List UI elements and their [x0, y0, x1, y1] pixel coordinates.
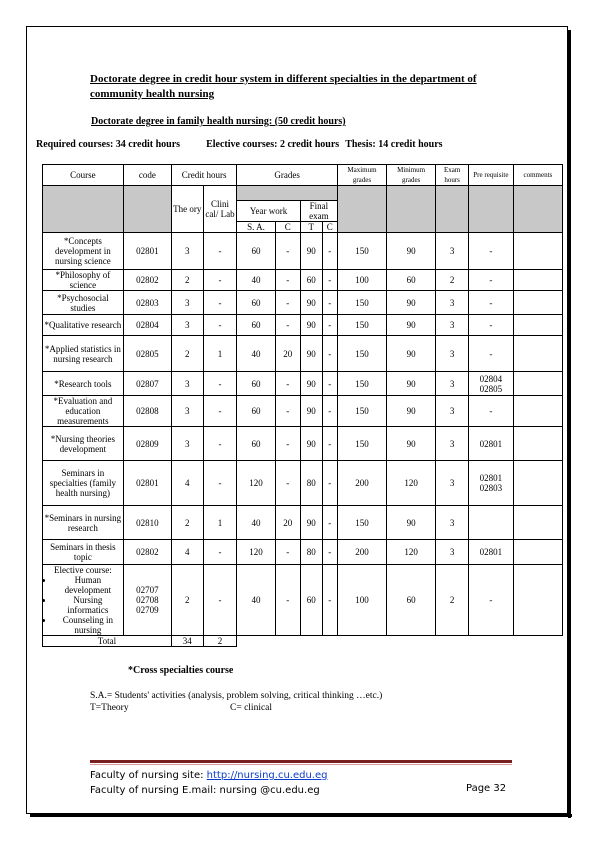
header-comments: comments	[513, 165, 562, 186]
table-row	[43, 372, 563, 396]
legend-theory: T=Theory	[90, 703, 129, 713]
cell-code: 02802	[123, 540, 171, 565]
cell-comments	[513, 233, 562, 270]
header-grades: Grades	[237, 165, 337, 186]
cell-max: 150	[337, 233, 386, 270]
cell-pre: -	[468, 291, 513, 315]
cell-max: 150	[337, 396, 386, 427]
total-label: Total	[43, 636, 172, 647]
elective-item: • Human development	[54, 575, 122, 595]
cell-sa: 60	[237, 233, 275, 270]
cell-code: 02802	[123, 270, 171, 291]
cell-pre: 02804 02805	[468, 372, 513, 396]
cell-exam: 3	[436, 315, 469, 336]
cell-t: 80	[300, 461, 322, 506]
course-name: *Research tools	[43, 372, 124, 396]
legend-clinical: C= clinical	[230, 703, 273, 713]
cell-sa: 60	[237, 396, 275, 427]
cell-theory: 3	[171, 291, 203, 315]
cell-yc: -	[275, 372, 300, 396]
cell-sa: 120	[237, 461, 275, 506]
credit-summary	[36, 139, 556, 150]
cell-sa: 60	[237, 372, 275, 396]
header-t: T	[300, 222, 322, 233]
legend	[90, 690, 382, 714]
cell-clinical: -	[203, 372, 237, 396]
cell-pre: -	[468, 270, 513, 291]
header-sa: S. A.	[237, 222, 275, 233]
footer-site-label: Faculty of nursing site:	[90, 770, 207, 781]
cell-theory: 3	[171, 315, 203, 336]
course-name: Seminars in specialties (family health nursing)	[43, 461, 124, 506]
header-year-work: Year work	[237, 201, 300, 222]
header-c: C	[275, 222, 300, 233]
cell-clinical: -	[203, 396, 237, 427]
cell-yc: 20	[275, 506, 300, 540]
cell-theory: 4	[171, 461, 203, 506]
cell-comments	[513, 291, 562, 315]
cell-max: 200	[337, 461, 386, 506]
cell-max: 200	[337, 540, 386, 565]
cell-theory: 2	[171, 270, 203, 291]
cell-code: 02804	[123, 315, 171, 336]
cell-clinical: -	[203, 427, 237, 461]
cell-sa: 60	[237, 427, 275, 461]
table-row	[43, 336, 563, 372]
cell-yc: -	[275, 540, 300, 565]
cell-theory: 3	[171, 396, 203, 427]
cell-yc: -	[275, 233, 300, 270]
cell-fc: -	[322, 540, 337, 565]
cell-min: 90	[387, 315, 436, 336]
elective-fc: -	[322, 565, 337, 636]
header-theory: The ory	[171, 186, 203, 233]
elective-item: • Nursing informatics	[54, 595, 122, 615]
cell-t: 60	[300, 270, 322, 291]
cell-fc: -	[322, 427, 337, 461]
header-max: Maximum grades	[337, 165, 386, 186]
cell-exam: 3	[436, 540, 469, 565]
course-name: *Evaluation and education measurements	[43, 396, 124, 427]
cell-comments	[513, 506, 562, 540]
cell-clinical: 1	[203, 336, 237, 372]
cell-code: 02803	[123, 291, 171, 315]
cell-clinical: -	[203, 233, 237, 270]
cell-min: 90	[387, 336, 436, 372]
cell-exam: 3	[436, 461, 469, 506]
course-name: Seminars in thesis topic	[43, 540, 124, 565]
cell-fc: -	[322, 336, 337, 372]
cell-clinical: -	[203, 291, 237, 315]
course-name: *Nursing theories development	[43, 427, 124, 461]
cell-max: 150	[337, 336, 386, 372]
cell-pre: -	[468, 396, 513, 427]
cell-exam: 3	[436, 427, 469, 461]
cell-sa: 40	[237, 270, 275, 291]
cell-yc: -	[275, 270, 300, 291]
course-name: *Qualitative research	[43, 315, 124, 336]
cell-t: 90	[300, 427, 322, 461]
cell-fc: -	[322, 461, 337, 506]
cross-specialties-note: *Cross specialties course	[128, 665, 234, 676]
cell-theory: 3	[171, 372, 203, 396]
cell-clinical: -	[203, 315, 237, 336]
cell-t: 90	[300, 291, 322, 315]
cell-t: 90	[300, 372, 322, 396]
course-name: *Concepts development in nursing science	[43, 233, 124, 270]
footer-rule-thin	[90, 764, 512, 765]
cell-min: 90	[387, 427, 436, 461]
elective-t: 60	[300, 565, 322, 636]
cell-t: 90	[300, 396, 322, 427]
elective-yc: -	[275, 565, 300, 636]
cell-yc: -	[275, 315, 300, 336]
cell-sa: 120	[237, 540, 275, 565]
elective-codes: 02707 02708 02709	[123, 565, 171, 636]
cell-clinical: -	[203, 540, 237, 565]
course-name: *Seminars in nursing research	[43, 506, 124, 540]
cell-pre: 02801 02803	[468, 461, 513, 506]
cell-min: 90	[387, 506, 436, 540]
elective-sa: 40	[237, 565, 275, 636]
cell-min: 120	[387, 461, 436, 506]
table-row	[43, 540, 563, 565]
cell-yc: -	[275, 291, 300, 315]
elective-pre: -	[468, 565, 513, 636]
elective-clinical: -	[203, 565, 237, 636]
header-clinical: Clini cal/ Lab	[203, 186, 237, 233]
cell-pre: -	[468, 233, 513, 270]
cell-theory: 3	[171, 233, 203, 270]
cell-comments	[513, 540, 562, 565]
cell-code: 02807	[123, 372, 171, 396]
cell-t: 80	[300, 540, 322, 565]
cell-min: 90	[387, 233, 436, 270]
header-prerequisite: Pre requisite	[468, 165, 513, 186]
cell-max: 150	[337, 291, 386, 315]
cell-pre: -	[468, 315, 513, 336]
elective-label: Elective course:	[54, 565, 112, 575]
cell-pre: -	[468, 336, 513, 372]
cell-theory: 2	[171, 506, 203, 540]
table-row	[43, 291, 563, 315]
page-subtitle: Doctorate degree in family health nursing: (50 credit hours)	[91, 116, 346, 127]
course-name: *Philosophy of science	[43, 270, 124, 291]
cell-comments	[513, 461, 562, 506]
cell-code: 02810	[123, 506, 171, 540]
cell-code: 02808	[123, 396, 171, 427]
cell-sa: 40	[237, 336, 275, 372]
header-row	[43, 165, 563, 186]
cell-fc: -	[322, 506, 337, 540]
cell-theory: 3	[171, 427, 203, 461]
cell-exam: 3	[436, 233, 469, 270]
table-row	[43, 427, 563, 461]
cell-fc: -	[322, 396, 337, 427]
cell-sa: 60	[237, 315, 275, 336]
cell-pre	[468, 506, 513, 540]
elective-min: 60	[387, 565, 436, 636]
cell-t: 90	[300, 233, 322, 270]
cell-code: 02805	[123, 336, 171, 372]
cell-t: 90	[300, 336, 322, 372]
cell-comments	[513, 270, 562, 291]
footer	[90, 768, 510, 798]
table-row	[43, 233, 563, 270]
required-credits: Required courses: 34 credit hours	[36, 139, 181, 150]
cell-t: 90	[300, 506, 322, 540]
page-title: Doctorate degree in credit hour system in different specialties in the department of community health nursing	[90, 73, 477, 100]
footer-site-link[interactable]: http://nursing.cu.edu.eg	[206, 770, 328, 781]
cell-comments	[513, 427, 562, 461]
cell-clinical: 1	[203, 506, 237, 540]
course-name: *Applied statistics in nursing research	[43, 336, 124, 372]
cell-sa: 60	[237, 291, 275, 315]
cell-yc: -	[275, 461, 300, 506]
cell-fc: -	[322, 372, 337, 396]
cell-min: 60	[387, 270, 436, 291]
elective-exam: 2	[436, 565, 469, 636]
total-row	[43, 636, 563, 647]
cell-exam: 3	[436, 336, 469, 372]
cell-comments	[513, 396, 562, 427]
cell-exam: 3	[436, 291, 469, 315]
cell-max: 150	[337, 506, 386, 540]
cell-fc: -	[322, 233, 337, 270]
header-course: Course	[43, 165, 124, 186]
cell-exam: 3	[436, 372, 469, 396]
elective-course-cell	[43, 565, 124, 636]
cell-fc: -	[322, 270, 337, 291]
cell-yc: 20	[275, 336, 300, 372]
course-name: *Psychosocial studies	[43, 291, 124, 315]
cell-pre: 02801	[468, 540, 513, 565]
cell-exam: 3	[436, 396, 469, 427]
cell-max: 150	[337, 427, 386, 461]
cell-max: 150	[337, 372, 386, 396]
elective-item: • Counseling in nursing	[54, 615, 122, 635]
cell-clinical: -	[203, 461, 237, 506]
cell-comments	[513, 336, 562, 372]
cell-comments	[513, 372, 562, 396]
table-row	[43, 315, 563, 336]
cell-comments	[513, 315, 562, 336]
cell-min: 90	[387, 291, 436, 315]
table-row	[43, 270, 563, 291]
elective-row	[43, 565, 563, 636]
cell-min: 90	[387, 372, 436, 396]
cell-theory: 4	[171, 540, 203, 565]
header-c2: C	[322, 222, 337, 233]
courses-table	[42, 164, 563, 647]
footer-email: Faculty of nursing E.mail: nursing @cu.edu.eg	[90, 785, 320, 796]
cell-exam: 2	[436, 270, 469, 291]
elective-theory: 2	[171, 565, 203, 636]
cell-max: 100	[337, 270, 386, 291]
total-theory: 34	[171, 636, 203, 647]
header-final-exam: Final exam	[300, 201, 337, 222]
cell-yc: -	[275, 396, 300, 427]
cell-code: 02809	[123, 427, 171, 461]
cell-yc: -	[275, 427, 300, 461]
cell-min: 90	[387, 396, 436, 427]
cell-clinical: -	[203, 270, 237, 291]
cell-exam: 3	[436, 506, 469, 540]
header-min: Minimum grades	[387, 165, 436, 186]
total-clinical: 2	[203, 636, 237, 647]
elective-list	[44, 575, 122, 635]
cell-fc: -	[322, 315, 337, 336]
header-code: code	[123, 165, 171, 186]
table-row	[43, 396, 563, 427]
legend-sa: S.A.= Students' activities (analysis, problem solving, critical thinking …etc.)	[90, 691, 383, 701]
thesis-credits: Thesis: 14 credit hours	[345, 139, 443, 150]
cell-fc: -	[322, 291, 337, 315]
cell-theory: 2	[171, 336, 203, 372]
elective-credits: Elective courses: 2 credit hours	[206, 139, 340, 150]
header-exam-hours: Exam hours	[436, 165, 469, 186]
cell-min: 120	[387, 540, 436, 565]
table-row	[43, 506, 563, 540]
cell-max: 150	[337, 315, 386, 336]
cell-pre: 02801	[468, 427, 513, 461]
header-credit-hours: Credit hours	[171, 165, 237, 186]
elective-max: 100	[337, 565, 386, 636]
cell-sa: 40	[237, 506, 275, 540]
cell-t: 90	[300, 315, 322, 336]
page-number: Page 32	[466, 783, 507, 794]
table-row	[43, 461, 563, 506]
footer-rule	[90, 760, 512, 763]
cell-code: 02801	[123, 461, 171, 506]
cell-code: 02801	[123, 233, 171, 270]
shaded-row	[43, 186, 563, 201]
